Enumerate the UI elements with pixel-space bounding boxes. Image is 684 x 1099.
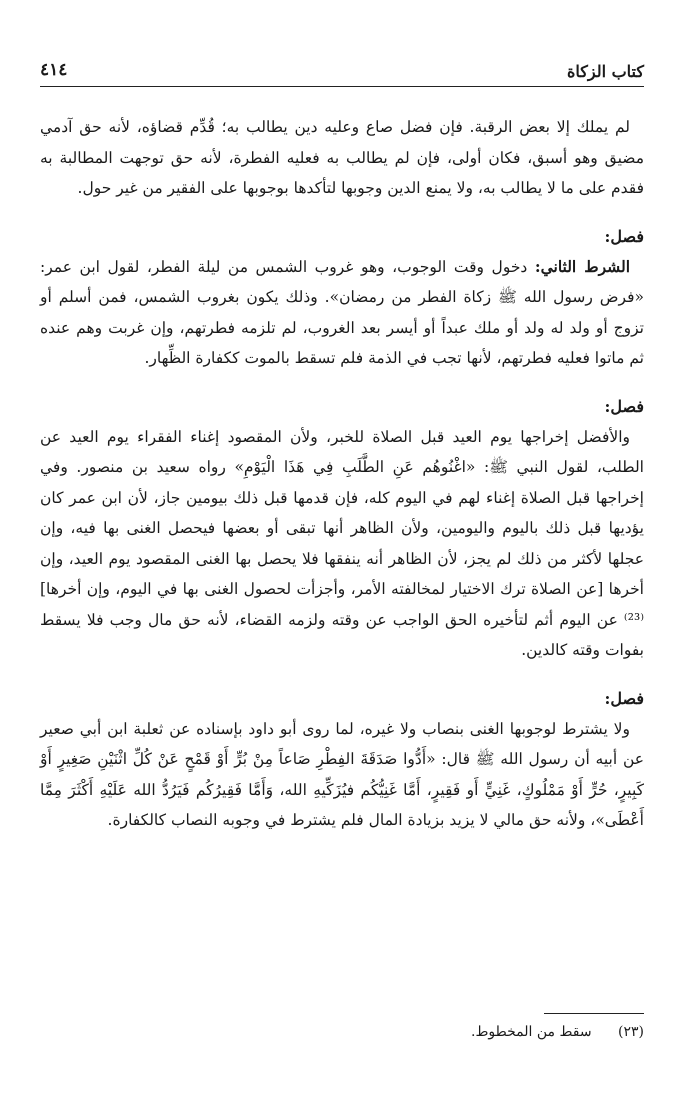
paragraph-nisab: ولا يشترط لوجوبها الغنى بنصاب ولا غيره، لما روى أبو داود بإسناده عن ثعلبة ابن أبي صعير عن أبيه أن رسول الله ﷺ قال: «أَدُّوا صَدَقَةَ الفِطْرِ صَاعاً مِنْ بُرٍّ أَوْ قَمْحٍ عَنْ كُلِّ اثْنَيْنِ صَغِيرٍ أَوْ كَبِيرٍ، حُرٍّ أَوْ مَمْلُوكٍ، غَنِيٍّ أَو فَقِيرٍ، أَمَّا غَنِيُّكُم فيُزَكِّيهِ الله، وَأَمَّا فَقِيرُكُم فَيَرُدُّ الله عَلَيْهِ أَكْثَرَ مِمَّا أَعْطَى»، ولأنه حق مالي لا يزيد بزيادة المال فلم يشترط في وجوبه النصاب كالكفارة. <box>40 719 644 829</box>
condition-text: دخول وقت الوجوب، وهو غروب الشمس من ليلة الفطر، لقول ابن عمر: «فرض رسول الله ﷺ زكاة الفطر من رمضان». وذلك يكون بغروب الشمس، فمن أسلم أو تزوج أو ولد له ولد أو ملك عبداً أو أيسر بعد الغروب، لم تلزمه فطرتهم، وإن غربت وهم عنده ثم ماتوا فعليه فطرتهم، لأنها تجب في الذمة فلم تسقط بالموت ككفارة الظِّهار. <box>40 257 644 367</box>
paragraph-continuation: لم يملك إلا بعض الرقبة. فإن فضل صاع وعليه دين يطالب به؛ قُدِّم قضاؤه، لأنه حق آدمي مضيق وهو أسبق، فكان أولى، فإن لم يطالب به فعليه الفطرة، لأنه حق توجهت المطالبة به فقدم على ما لا يطالب به، ولا يمنع الدين وجوبها لتأكدها بوجوبها على الفقير من غير حول. <box>40 118 644 197</box>
footnote-number: (٢٣) <box>618 1024 644 1040</box>
condition-label: الشرط الثاني: <box>534 256 630 276</box>
section-heading: فصل: <box>604 396 644 416</box>
footnote-text: سقط من المخطوط. <box>471 1024 592 1040</box>
section-heading: فصل: <box>604 688 644 708</box>
paragraph-second-condition <box>40 252 644 374</box>
page-number: ٤١٤ <box>40 60 68 80</box>
footnote-separator <box>544 1013 644 1014</box>
footnote <box>40 1024 644 1040</box>
page-header <box>40 62 644 87</box>
paragraph-timing: والأفضل إخراجها يوم العيد قبل الصلاة للخبر، ولأن المقصود إغناء الفقراء يوم العيد عن الطلب، لقول النبي ﷺ: «اغْنُوهُم عَنِ الطَّلَبِ فِي هَذَا الْيَوْمِ» رواه سعيد بن منصور. وفي إخراجها قبل الصلاة إغناء لهم في اليوم كله، فإن قدمها قبل ذلك بيومين جاز، لأن ابن عمر كان يؤديها قبل ذلك باليوم واليومين، ولأن الظاهر أنها تبقى أو بعضها فيحصل الغنى بها فيه، وإن عجلها لأكثر من ذلك لم يجز، لأن الظاهر أنه ينفقها فلا يحصل بها الغنى المقصود يوم العيد، وإن أخرها [عن الصلاة ترك الاختيار لمخالفته الأمر، وأجزأت لحصول الغنى بها في اليوم، وإن أخرها]⁽²³⁾ عن اليوم أثم لتأخيره الحق الواجب عن وقته ولزمه القضاء، لأنه حق مال وجب فلا يسقط بفوات وقته كالدين. <box>40 427 644 659</box>
running-title: كتاب الزكاة <box>567 62 644 81</box>
section-heading: فصل: <box>604 226 644 246</box>
page-body <box>40 112 644 836</box>
